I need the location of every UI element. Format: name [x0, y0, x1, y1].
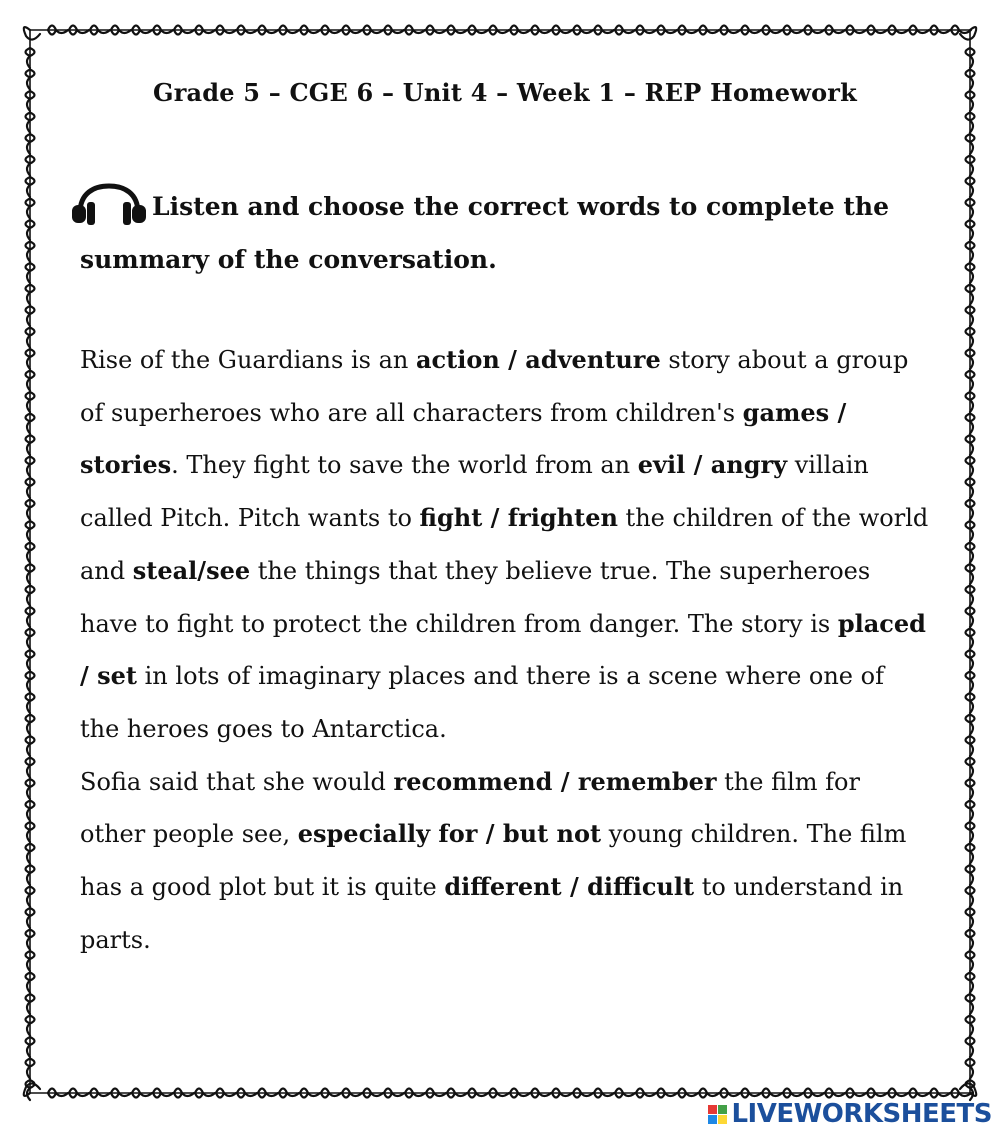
passage-text: in lots of imaginary places and there is a scene where one of the heroes goes to Antarctica. [80, 662, 884, 743]
passage-text: story about a group of superheroes who are all characters from children's [80, 346, 909, 427]
logo-block [708, 1115, 717, 1124]
passage-text: Sofia said that she would [80, 767, 394, 796]
passage-paragraph-1 [80, 334, 930, 756]
passage-text: to understand in parts. [80, 873, 904, 954]
word-choice-steal-see[interactable]: steal/see [132, 555, 251, 585]
logo-text: LIVEWORKSHEETS [731, 1099, 992, 1129]
instruction-label: Listen and choose the correct words to complete the summary of the conversation. [80, 192, 889, 274]
word-choice-different-difficult[interactable]: different / difficult [444, 872, 695, 902]
passage-text: . They fight to save the world from an [171, 451, 638, 480]
word-choice-action-adventure[interactable]: action / adventure [415, 345, 661, 374]
passage-paragraph-2 [80, 756, 930, 967]
word-choice-fight-frighten[interactable]: fight / frighten [419, 503, 618, 533]
logo-block [718, 1115, 727, 1124]
passage-text: the film for other people see, [80, 767, 860, 849]
logo-block [718, 1105, 727, 1114]
logo-blocks-icon [708, 1105, 727, 1124]
instruction-text [80, 180, 930, 286]
passage-text: young children. The film has a good plot but it is quite [80, 820, 907, 902]
liveworksheets-logo [708, 1099, 992, 1129]
passage-text: the children of the world and [80, 504, 929, 585]
passage-text: villain called Pitch. Pitch wants to [80, 451, 869, 533]
worksheet-title: Grade 5 – CGE 6 – Unit 4 – Week 1 – REP Homework [153, 78, 857, 107]
word-choice-games-stories[interactable]: games / stories [80, 397, 847, 480]
word-choice-especially-for-but-not[interactable]: especially for / but not [297, 819, 602, 849]
summary-passage [80, 334, 930, 966]
word-choice-evil-angry[interactable]: evil / angry [637, 450, 788, 480]
word-choice-placed-set[interactable]: placed / set [80, 608, 926, 691]
logo-block [708, 1105, 717, 1114]
passage-text: Rise of the Guardians is an [80, 346, 416, 374]
word-choice-recommend-remember[interactable]: recommend / remember [393, 766, 717, 796]
passage-text: the things that they believe true. The superheroes have to fight to protect the children from danger. The story is [80, 556, 871, 638]
